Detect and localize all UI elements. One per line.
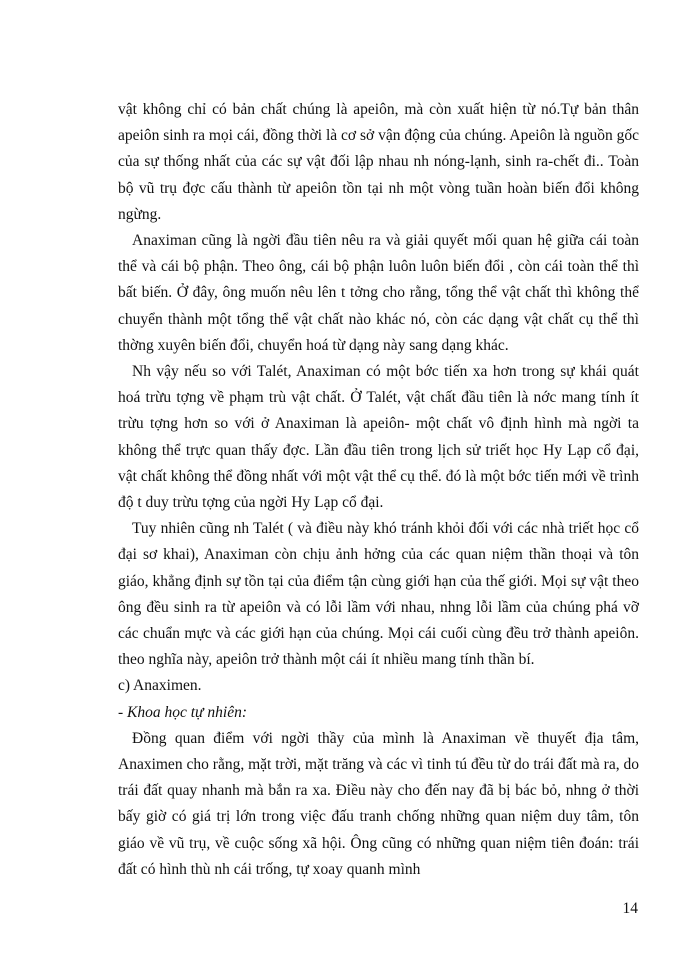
section-heading: c) Anaximen. <box>118 677 202 695</box>
paragraph-anaximan-whole-part: Anaximan cũng là ngời đầu tiên nêu ra và giải quyết mối quan hệ giữa cái toàn thể và cái bộ phận. Theo ông, cái bộ phận luôn luôn biến đổi , còn cái toàn thể thì bất biến. Ở đây, ông muốn nêu lên t tởng cho rằng, tổng thể vật chất thì không thể chuyển thành một tổng thể vật chất nào khác nó, còn các dạng vật chất cụ thể thì thờng xuyên biến đổi, chuyển hoá từ dạng này sang dạng khác. <box>118 232 639 354</box>
paragraph-continuation: vật không chỉ có bản chất chúng là apeiôn, mà còn xuất hiện từ nó.Tự bản thân apeiôn sinh ra mọi cái, đồng thời là cơ sở vận động của chúng. Apeiôn là nguồn gốc của sự thống nhất của các sự vật đối lập nhau nh nóng-lạnh, sinh ra-chết đi.. Toàn bộ vũ trụ đợc cấu thành từ apeiôn tồn tại nh một vòng tuần hoàn biến đổi không ngừng. <box>118 101 639 223</box>
paragraph-comparison-thales: Nh vậy nếu so với Talét, Anaximan có một bớc tiến xa hơn trong sự khái quát hoá trừu tợng về phạm trù vật chất. Ở Talét, vật chất đầu tiên là nớc mang tính ít trừu tợng hơn so với ở Anaximan là apeiôn- một chất vô định hình mà ngời ta không thể trực quan thấy đợc. Lần đầu tiên trong lịch sử triết học Hy Lạp cổ đại, vật chất không thể đồng nhất với một vật thể cụ thể. đó là một bớc tiến mới về trình độ t duy trừu tợng của ngời Hy Lạp cổ đại. <box>118 363 639 512</box>
paragraph-limitations: Tuy nhiên cũng nh Talét ( và điều này khó tránh khỏi đối với các nhà triết học cổ đại sơ khai), Anaximan còn chịu ảnh hởng của các quan niệm thần thoại và tôn giáo, khẳng định sự tồn tại của điểm tận cùng giới hạn của thế giới. Mọi sự vật theo ông đều sinh ra từ apeiôn và có lỗi lầm với nhau, nhng lỗi lầm của chúng phá vỡ các chuẩn mực và các giới hạn của chúng. Mọi cái cuối cùng đều trở thành apeiôn. theo nghĩa này, apeiôn trở thành một cái ít nhiều mang tính thần bí. <box>118 520 639 669</box>
subsection-heading: - Khoa học tự nhiên: <box>118 703 247 721</box>
page-number: 14 <box>622 900 638 917</box>
paragraph-anaximen: Đồng quan điểm với ngời thầy của mình là Anaximan về thuyết địa tâm, Anaximen cho rằng, mặt trời, mặt trăng và các vì tinh tú đều từ do trái đất mà ra, do trái đất quay nhanh mà bắn ra xa. Điều này cho đến nay đã bị bác bỏ, nhng ở thời bấy giờ có giá trị lớn trong việc đấu tranh chống những quan niệm duy tâm, tôn giáo về vũ trụ, về cuộc sống xã hội. Ông cũng có những quan niệm tiên đoán: trái đất có hình thù nh cái trống, tự xoay quanh mình <box>118 729 639 878</box>
page-body <box>118 97 639 883</box>
